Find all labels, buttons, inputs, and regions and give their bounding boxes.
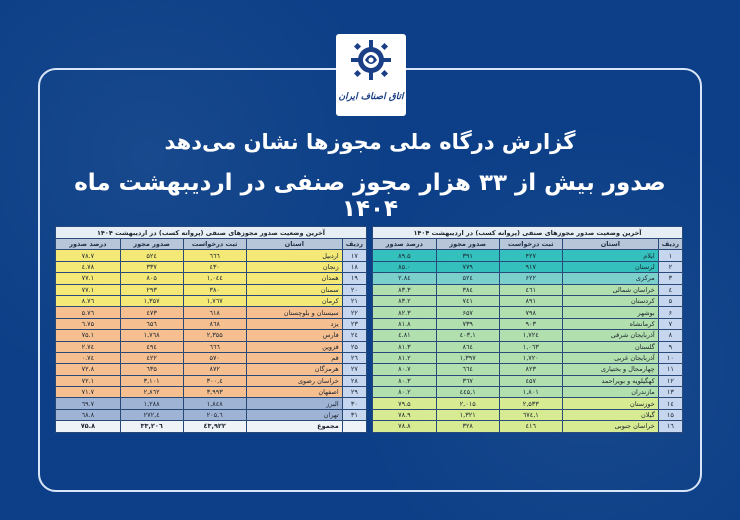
percent-cell: ۷۲.۸ xyxy=(56,364,121,375)
province-cell: خراسان جنوبی xyxy=(562,421,658,432)
header-percent: درصد صدور xyxy=(56,239,121,250)
row-number-cell: ۱٦ xyxy=(658,421,682,432)
issued-cell: ۳۸٤ xyxy=(436,284,499,295)
table-row xyxy=(373,364,683,375)
province-cell: سمنان xyxy=(246,284,342,295)
table-row xyxy=(373,295,683,306)
table-caption: آخرین وضعیت صدور مجوزهای صنفی (پروانه کسب) در اردیبهشت ۱۴۰۴ xyxy=(56,227,367,239)
requests-cell: ۸۲۳ xyxy=(499,364,562,375)
row-number-cell: ۳۱ xyxy=(342,409,366,420)
requests-cell: ٤,۳۰۰ xyxy=(183,375,246,386)
issued-cell: ۵۲٤ xyxy=(436,273,499,284)
table-row xyxy=(373,352,683,363)
row-number-cell: ۷ xyxy=(658,318,682,329)
requests-cell: ۲,۵۳۳ xyxy=(499,398,562,409)
row-number-cell: ۲ xyxy=(658,261,682,272)
requests-cell: ٤۱٦ xyxy=(499,421,562,432)
requests-cell: ۱,٦۷٤ xyxy=(499,409,562,420)
row-number-cell: ۲۰ xyxy=(342,284,366,295)
header-percent: درصد صدور xyxy=(373,239,437,250)
table-header-row xyxy=(373,239,683,250)
province-cell: کردستان xyxy=(562,295,658,306)
table-row xyxy=(56,318,367,329)
table-row xyxy=(373,307,683,318)
row-number-cell: ۱۵ xyxy=(658,409,682,420)
requests-cell: ۳۸۰ xyxy=(183,284,246,295)
percent-cell: ۷٦.۵ xyxy=(56,307,121,318)
table-row xyxy=(373,341,683,352)
requests-cell: ٤۳۰ xyxy=(183,261,246,272)
header-requests: ثبت درخواست xyxy=(499,239,562,250)
row-number-cell: ۳۰ xyxy=(342,398,366,409)
provinces-table-right xyxy=(372,226,683,433)
issued-cell: ۳٦۷ xyxy=(436,375,499,386)
row-number-cell: ۲۷ xyxy=(342,364,366,375)
table-row xyxy=(373,421,683,432)
table-row xyxy=(56,398,367,409)
province-cell: زنجان xyxy=(246,261,342,272)
province-cell: کرمان xyxy=(246,295,342,306)
row-number-cell: ۲۹ xyxy=(342,387,366,398)
row-number-cell: ۶ xyxy=(658,307,682,318)
requests-cell: ۵۷۰ xyxy=(183,352,246,363)
province-cell: ایلام xyxy=(562,250,658,261)
row-number-cell: ٤ xyxy=(658,284,682,295)
percent-cell: ۷٦.۸ xyxy=(56,295,121,306)
issued-cell: ۳۳۷ xyxy=(120,261,183,272)
row-number-cell: ۱۳ xyxy=(658,387,682,398)
table-row xyxy=(56,387,367,398)
table-row xyxy=(56,295,367,306)
logo xyxy=(336,34,406,116)
total-issued: ۳۳,۲۰٦ xyxy=(120,421,183,432)
percent-cell: ۷۸.۷ xyxy=(56,250,121,261)
row-number-cell: ۱۹ xyxy=(342,273,366,284)
requests-cell: ٦,۲۰۵ xyxy=(183,409,246,420)
table-row xyxy=(56,284,367,295)
headline-line-1: گزارش درگاه ملی مجوزها نشان می‌دهد xyxy=(164,130,576,154)
percent-cell: ۸٤.۲ xyxy=(373,273,437,284)
issued-cell: ۷٤۱ xyxy=(436,295,499,306)
row-number-cell: ۲٦ xyxy=(342,352,366,363)
issued-cell: ۱,۷٦۸ xyxy=(120,330,183,341)
total-label: مجموع xyxy=(246,421,342,432)
row-number-cell: ۲۸ xyxy=(342,375,366,386)
table-header-row xyxy=(56,239,367,250)
issued-cell: ۳۲۸ xyxy=(436,421,499,432)
percent-cell: ۷۹.۵ xyxy=(373,398,437,409)
row-number-cell: ۱۲ xyxy=(658,375,682,386)
percent-cell: ۸۱.٤ xyxy=(373,330,437,341)
total-requests: ٤۳,۹۲۲ xyxy=(183,421,246,432)
province-cell: همدان xyxy=(246,273,342,284)
province-cell: تهران xyxy=(246,409,342,420)
table-row xyxy=(56,261,367,272)
table-row xyxy=(373,409,683,420)
percent-cell: ۸۹.۵ xyxy=(373,250,437,261)
table-row xyxy=(56,341,367,352)
requests-cell: ۳,۹۹۳ xyxy=(183,387,246,398)
gear-logo-icon xyxy=(349,38,393,82)
percent-cell: ۸۰.۷ xyxy=(373,364,437,375)
percent-cell: ۸۰.۳ xyxy=(373,375,437,386)
issued-cell: ۲,۰۱۵ xyxy=(436,398,499,409)
table-row xyxy=(373,375,683,386)
province-cell: البرز xyxy=(246,398,342,409)
provinces-table-left xyxy=(55,226,367,433)
percent-cell: ٦۹.۷ xyxy=(56,398,121,409)
header-province: استان xyxy=(562,239,658,250)
requests-cell: ۲,۳۵۵ xyxy=(183,330,246,341)
logo-text: اتاق اصناف ایران xyxy=(338,92,404,102)
requests-cell: ۱,۸٤۸ xyxy=(183,398,246,409)
issued-cell: ۱,۳۵۷ xyxy=(120,295,183,306)
header-row-number: ردیف xyxy=(658,239,682,250)
requests-cell: ٦٦٦ xyxy=(183,341,246,352)
table-row xyxy=(373,398,683,409)
issued-cell: ۵۲٤ xyxy=(120,250,183,261)
percent-cell: ۸۲.۳ xyxy=(373,307,437,318)
province-cell: کهگیلویه و بویراحمد xyxy=(562,375,658,386)
table-row xyxy=(373,284,683,295)
table-row xyxy=(56,307,367,318)
province-cell: آذربایجان غربی xyxy=(562,352,658,363)
percent-cell: ۷۷.۱ xyxy=(56,273,121,284)
issued-cell: ۶۵۷ xyxy=(436,307,499,318)
requests-cell: ۱,۷۲۰ xyxy=(499,352,562,363)
table-row xyxy=(373,261,683,272)
row-number-cell: ۲٤ xyxy=(342,330,366,341)
province-cell: خراسان شمالی xyxy=(562,284,658,295)
percent-cell: ۷۸.٤ xyxy=(56,261,121,272)
issued-cell: ۱,۳۲۱ xyxy=(436,409,499,420)
issued-cell: ۱,۳۹۷ xyxy=(436,352,499,363)
province-cell: مازندران xyxy=(562,387,658,398)
requests-cell: ٤۵۷ xyxy=(499,375,562,386)
issued-cell: ۸٦٤ xyxy=(436,341,499,352)
percent-cell: ۸۱.۲ xyxy=(373,352,437,363)
table-row xyxy=(373,250,683,261)
percent-cell: ۷٤.۰ xyxy=(56,352,121,363)
requests-cell: ٤٦۱ xyxy=(499,284,562,295)
header-requests: ثبت درخواست xyxy=(183,239,246,250)
requests-cell: ۱,۰٤٤ xyxy=(183,273,246,284)
table-row xyxy=(56,250,367,261)
table-row xyxy=(373,273,683,284)
percent-cell: ۷۵.٦ xyxy=(56,318,121,329)
issued-cell: ۲۹۳ xyxy=(120,284,183,295)
province-cell: هرمزگان xyxy=(246,364,342,375)
issued-cell: ۷۳۹ xyxy=(436,318,499,329)
province-cell: اردبیل xyxy=(246,250,342,261)
issued-cell: ۱,٤۰۳ xyxy=(436,330,499,341)
province-cell: قزوین xyxy=(246,341,342,352)
row-number-cell: ۱ xyxy=(658,250,682,261)
requests-cell: ۶۲۲ xyxy=(499,273,562,284)
table-row xyxy=(56,273,367,284)
province-cell: لرستان xyxy=(562,261,658,272)
issued-cell: ٤۷۳ xyxy=(120,307,183,318)
header-row-number: ردیف xyxy=(342,239,366,250)
percent-cell: ۷۱.۷ xyxy=(56,387,121,398)
province-cell: آذربایجان شرقی xyxy=(562,330,658,341)
requests-cell: ۸٦۸ xyxy=(183,318,246,329)
row-number-cell: ۵ xyxy=(658,295,682,306)
province-cell: یزد xyxy=(246,318,342,329)
percent-cell: ۷۷.۱ xyxy=(56,284,121,295)
issued-cell: ٦٦٤ xyxy=(436,364,499,375)
province-cell: بوشهر xyxy=(562,307,658,318)
province-cell: گلستان xyxy=(562,341,658,352)
table-caption: آخرین وضعیت صدور مجوزهای صنفی (پروانه کسب) در اردیبهشت ۱۴۰۴ xyxy=(373,227,683,239)
province-cell: خراسان رضوی xyxy=(246,375,342,386)
header-province: استان xyxy=(246,239,342,250)
issued-cell: ۱,٤٤۵ xyxy=(436,387,499,398)
percent-cell: ۸۳.۳ xyxy=(373,284,437,295)
total-cell-empty xyxy=(342,421,366,432)
header-issued: صدور مجوز xyxy=(120,239,183,250)
header-issued: صدور مجوز xyxy=(436,239,499,250)
issued-cell: ۲,۸٦۲ xyxy=(120,387,183,398)
percent-cell: ۷۲.۱ xyxy=(56,375,121,386)
issued-cell: ۳,۱۰۱ xyxy=(120,375,183,386)
issued-cell: ٤,۲۷۲ xyxy=(120,409,183,420)
requests-cell: ۹۱۷ xyxy=(499,261,562,272)
issued-cell: ۷۷۹ xyxy=(436,261,499,272)
row-number-cell: ۱۸ xyxy=(342,261,366,272)
row-number-cell: ۱۷ xyxy=(342,250,366,261)
requests-cell: ۹۰۳ xyxy=(499,318,562,329)
province-cell: کرمانشاه xyxy=(562,318,658,329)
table-row xyxy=(56,364,367,375)
requests-cell: ۱,۸۰۱ xyxy=(499,387,562,398)
row-number-cell: ۲۲ xyxy=(342,307,366,318)
issued-cell: ٦۵٦ xyxy=(120,318,183,329)
row-number-cell: ۲۱ xyxy=(342,295,366,306)
requests-cell: ۴۲۷ xyxy=(499,250,562,261)
headline-line-2: صدور بیش از ۳۳ هزار مجوز صنفی در اردیبهشت ماه ۱۴۰۴ xyxy=(74,170,666,222)
table-row xyxy=(373,387,683,398)
province-cell: گیلان xyxy=(562,409,658,420)
requests-cell: ٦٦٦ xyxy=(183,250,246,261)
percent-cell: ۸۱.۸ xyxy=(373,318,437,329)
issued-cell: ٤۹٤ xyxy=(120,341,183,352)
table-row xyxy=(373,330,683,341)
requests-cell: ۸۷۲ xyxy=(183,364,246,375)
row-number-cell: ۱۰ xyxy=(658,352,682,363)
province-cell: قم xyxy=(246,352,342,363)
row-number-cell: ۱٤ xyxy=(658,398,682,409)
requests-cell: ۷۹۸ xyxy=(499,307,562,318)
percent-cell: ۷٤.۲ xyxy=(56,341,121,352)
row-number-cell: ۹ xyxy=(658,341,682,352)
requests-cell: ۱,۰٦۳ xyxy=(499,341,562,352)
percent-cell: ۸۳.۲ xyxy=(373,295,437,306)
row-number-cell: ۲۳ xyxy=(342,318,366,329)
table-row xyxy=(373,318,683,329)
province-cell: فارس xyxy=(246,330,342,341)
issued-cell: ۸۰۵ xyxy=(120,273,183,284)
percent-cell: ۷۸.۸ xyxy=(373,421,437,432)
issued-cell: ۳۹۱ xyxy=(436,250,499,261)
total-percent: ۷۵.۸ xyxy=(56,421,121,432)
province-cell: اصفهان xyxy=(246,387,342,398)
province-cell: مرکزی xyxy=(562,273,658,284)
row-number-cell: ۳ xyxy=(658,273,682,284)
percent-cell: ٦۸.۸ xyxy=(56,409,121,420)
requests-cell: ۱,۷٦۷ xyxy=(183,295,246,306)
requests-cell: ٦۱۸ xyxy=(183,307,246,318)
issued-cell: ٤۲۲ xyxy=(120,352,183,363)
percent-cell: ۷۵.۱ xyxy=(56,330,121,341)
percent-cell: ۸۰.۲ xyxy=(373,387,437,398)
table-row xyxy=(56,409,367,420)
total-row xyxy=(56,421,367,432)
requests-cell: ۸۹۱ xyxy=(499,295,562,306)
table-row xyxy=(56,375,367,386)
issued-cell: ۱,۲۸۸ xyxy=(120,398,183,409)
row-number-cell: ۲۵ xyxy=(342,341,366,352)
province-cell: سیستان و بلوچستان xyxy=(246,307,342,318)
province-cell: خوزستان xyxy=(562,398,658,409)
table-row xyxy=(56,330,367,341)
percent-cell: ۸۵.۰ xyxy=(373,261,437,272)
row-number-cell: ۸ xyxy=(658,330,682,341)
province-cell: چهارمحال و بختیاری xyxy=(562,364,658,375)
issued-cell: ٦۳۵ xyxy=(120,364,183,375)
requests-cell: ۱,۷۲٤ xyxy=(499,330,562,341)
row-number-cell: ۱۱ xyxy=(658,364,682,375)
percent-cell: ۸۱.۳ xyxy=(373,341,437,352)
percent-cell: ۷۸.۹ xyxy=(373,409,437,420)
table-row xyxy=(56,352,367,363)
